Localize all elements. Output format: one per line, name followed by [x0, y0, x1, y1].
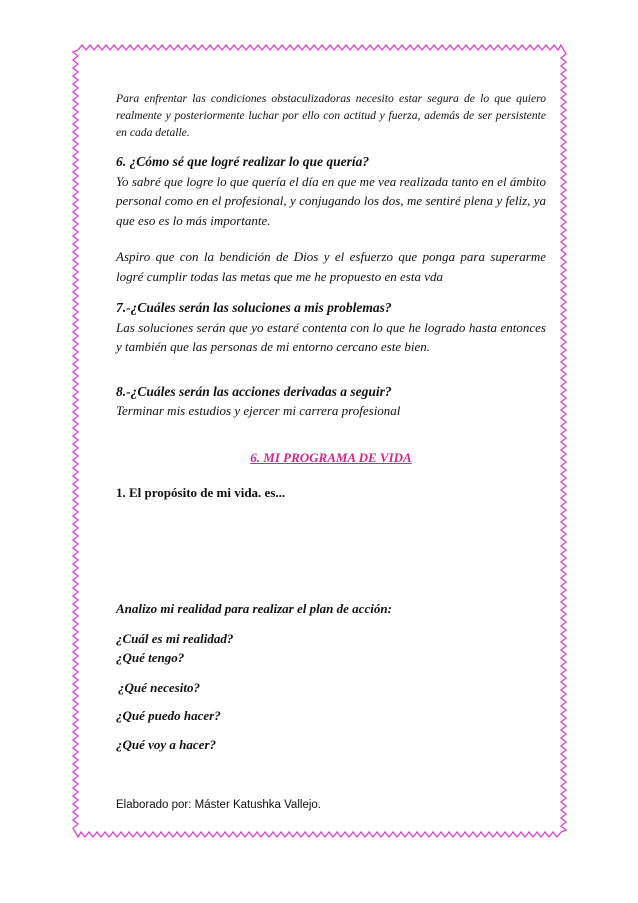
question-have: ¿Qué tengo?: [116, 650, 185, 665]
question-6-heading: 6. ¿Cómo sé que logré realizar lo que quería?: [116, 154, 370, 169]
section-title: 6. MI PROGRAMA DE VIDA: [250, 449, 412, 465]
footer-author: Elaborado por: Máster Katushka Vallejo.: [116, 799, 321, 811]
question-reality: ¿Cuál es mi realidad?: [116, 630, 234, 646]
question-7-answer: Las soluciones serán que yo estaré contenta con lo que he logrado hasta entonces y también que las personas de mi entorno cercano este bien.: [116, 319, 546, 354]
intro-paragraph: Para enfrentar las condiciones obstaculizadoras necesito estar segura de lo que quiero realmente y posteriormente luchar por ello con actitud y fuerza, además de ser persistente en cada detalle.: [116, 92, 546, 139]
analysis-heading: Analizo mi realidad para realizar el plan de acción:: [116, 601, 392, 616]
question-8-heading: 8.-¿Cuáles serán las acciones derivadas a seguir?: [116, 383, 392, 399]
document-body: [116, 90, 546, 754]
question-8-answer: Terminar mis estudios y ejercer mi carrera profesional: [116, 403, 401, 418]
question-will: ¿Qué voy a hacer?: [116, 736, 217, 752]
question-6-answer: Yo sabré que logre lo que quería el día en que me vea realizada tanto en el ámbito personal como en el profesional, y conjugando los dos, me sentiré plena y feliz, ya que eso es lo más importante.: [116, 173, 546, 228]
question-7-heading: 7.-¿Cuáles serán las soluciones a mis problemas?: [116, 300, 392, 315]
purpose-heading: 1. El propósito de mi vida. es...: [116, 484, 286, 500]
question-6-extra: Aspiro que con la bendición de Dios y el esfuerzo que ponga para superarme logré cumplir todas las metas que me he propuesto en esta vda: [116, 249, 546, 284]
question-need: ¿Qué necesito?: [118, 679, 200, 695]
question-can: ¿Qué puedo hacer?: [116, 708, 221, 723]
